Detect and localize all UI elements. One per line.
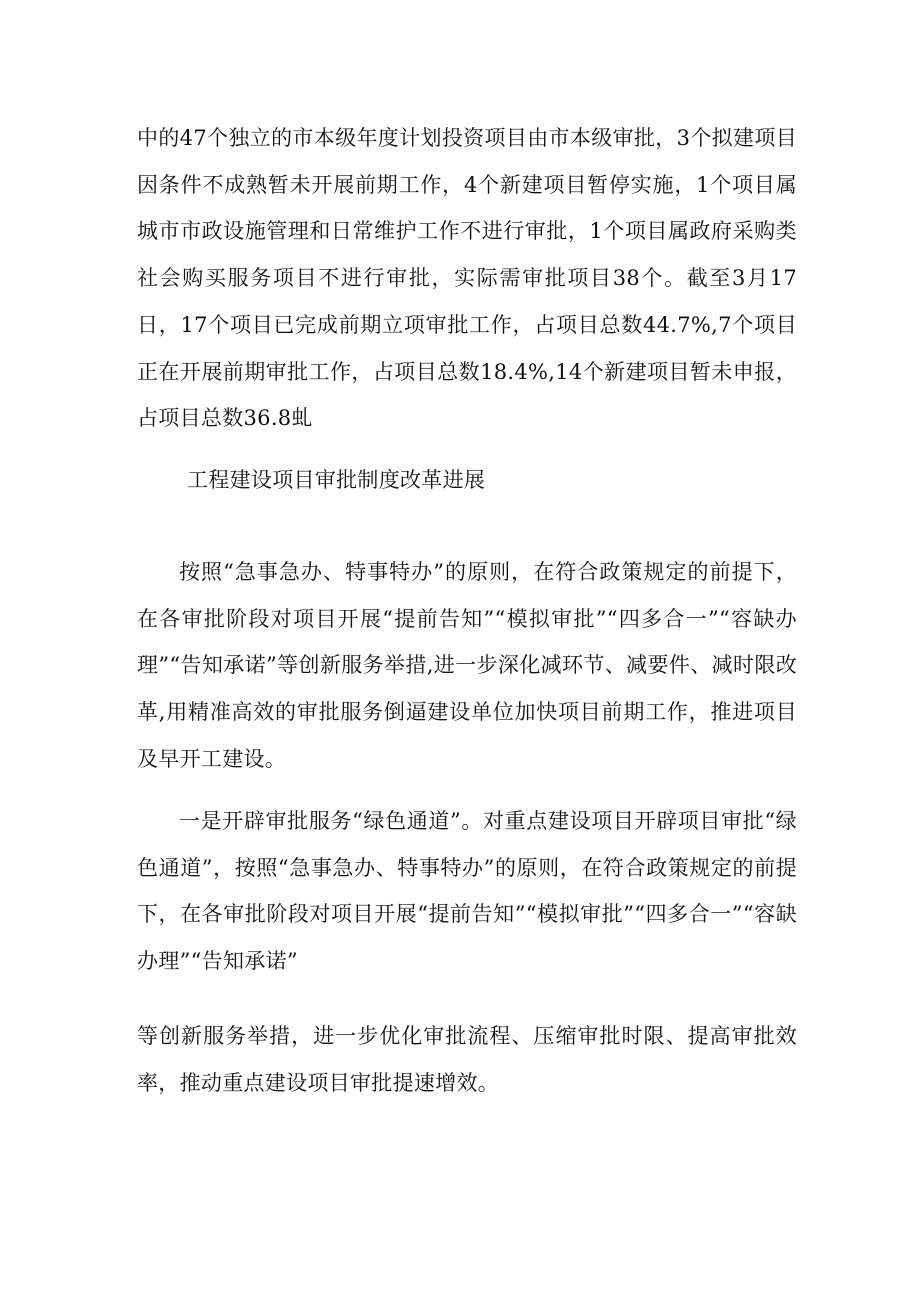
section-heading-reform-progress: 工程建设项目审批制度改革进展	[187, 468, 486, 492]
paragraph-green-channel-continued: 等创新服务举措，进一步优化审批流程、压缩审批时限、提高审批效率，推动重点建设项目审批提速增效。	[137, 1024, 797, 1095]
paragraph-project-statistics: 中的47个独立的市本级年度计划投资项目由市本级审批，3个拟建项目因条件不成熟暂未开展前期工作，4个新建项目暂停实施，1个项目属城市市政设施管理和日常维护工作不进行审批，1个项目属政府采购类社会购买服务项目不进行审批，实际需审批项目38个。截至3月17日，17个项目已完成前期立项审批工作，占项目总数44.7%,7个项目正在开展前期审批工作，占项目总数18.4%,14个新建项目暂未申报，占项目总数36.8虬	[137, 126, 797, 431]
paragraph-green-channel: 一是开辟审批服务“绿色通道”。对重点建设项目开辟项目审批“绿色通道”，按照“急事急办、特事特办”的原则，在符合政策规定的前提下，在各审批阶段对项目开展“提前告知”“模拟审批”“四多合一”“容缺办理”“告知承诺”	[137, 809, 797, 974]
paragraph-reform-principles: 按照“急事急办、特事特办”的原则，在符合政策规定的前提下，在各审批阶段对项目开展“提前告知”“模拟审批”“四多合一”“容缺办理”“告知承诺”等创新服务举措,进一步深化减环节、减要件、减时限改革,用精准高效的审批服务倒逼建设单位加快项目前期工作，推进项目及早开工建设。	[137, 560, 797, 771]
